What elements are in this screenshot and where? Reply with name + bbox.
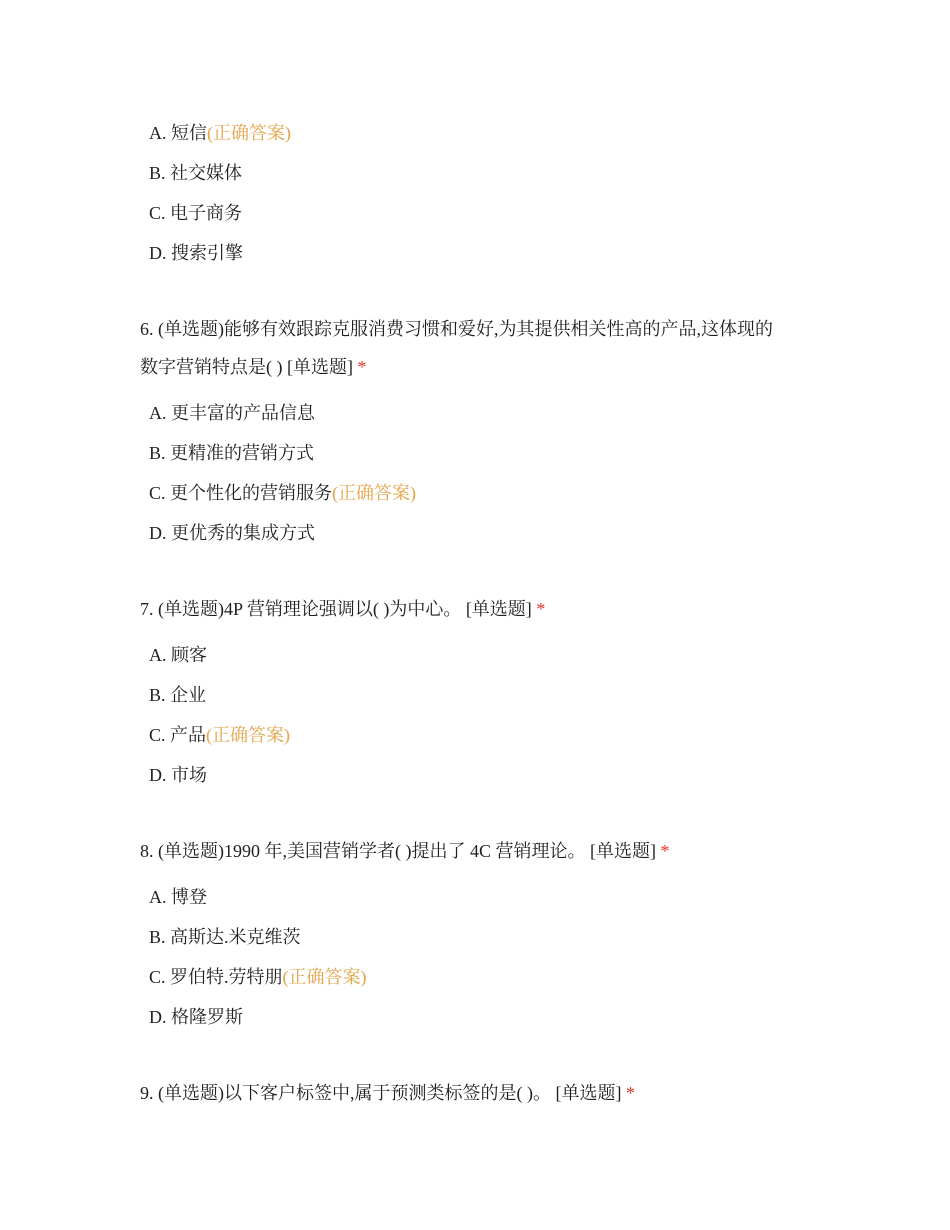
option-text: C. 电子商务: [149, 203, 243, 223]
option-text: D. 市场: [149, 765, 207, 785]
option-text: B. 高斯达.米克维茨: [149, 927, 301, 947]
q6-title-line2: 数字营销特点是( ) [单选题] *: [140, 357, 367, 377]
required-mark: *: [536, 599, 546, 619]
option-text: D. 格隆罗斯: [149, 1007, 243, 1027]
option-text: A. 短信: [149, 123, 207, 143]
q8-option-c[interactable]: [149, 965, 367, 989]
q8-option-d[interactable]: [149, 1005, 243, 1029]
option-text: D. 搜索引擎: [149, 243, 243, 263]
correct-answer-tag: (正确答案): [282, 967, 367, 987]
option-text: B. 更精准的营销方式: [149, 443, 315, 463]
correct-answer-tag: (正确答案): [332, 483, 417, 503]
q9-title: 9. (单选题)以下客户标签中,属于预测类标签的是( )。 [单选题] *: [140, 1083, 635, 1103]
option-text: B. 社交媒体: [149, 163, 243, 183]
q5-option-d[interactable]: [149, 241, 243, 265]
q6-title-line1: 6. (单选题)能够有效跟踪克服消费习惯和爱好,为其提供相关性高的产品,这体现的: [140, 319, 773, 339]
q6-title: [140, 310, 810, 386]
q7-title: 7. (单选题)4P 营销理论强调以( )为中心。 [单选题] *: [140, 599, 546, 619]
option-text: A. 更丰富的产品信息: [149, 403, 315, 423]
option-text: C. 罗伯特.劳特朋: [149, 967, 283, 987]
q7-option-c[interactable]: [149, 723, 290, 747]
required-mark: *: [357, 357, 367, 377]
q5-option-b[interactable]: [149, 161, 242, 185]
q7-option-b[interactable]: [149, 683, 206, 707]
q6-option-c[interactable]: [149, 481, 416, 505]
required-mark: *: [625, 1083, 635, 1103]
q5-option-c[interactable]: [149, 201, 242, 225]
option-text: C. 更个性化的营销服务: [149, 483, 333, 503]
q8-option-b[interactable]: [149, 925, 301, 949]
required-mark: *: [660, 841, 670, 861]
q7-option-d[interactable]: [149, 763, 207, 787]
option-text: A. 博登: [149, 887, 207, 907]
q6-option-b[interactable]: [149, 441, 314, 465]
option-text: A. 顾客: [149, 645, 207, 665]
q6-option-d[interactable]: [149, 521, 315, 545]
q5-option-a[interactable]: [149, 121, 291, 145]
correct-answer-tag: (正确答案): [206, 725, 291, 745]
option-text: D. 更优秀的集成方式: [149, 523, 315, 543]
option-text: C. 产品: [149, 725, 207, 745]
q6-option-a[interactable]: [149, 401, 315, 425]
option-text: B. 企业: [149, 685, 207, 705]
q8-title: 8. (单选题)1990 年,美国营销学者( )提出了 4C 营销理论。 [单选题] *: [140, 841, 670, 861]
q8-option-a[interactable]: [149, 885, 207, 909]
q7-option-a[interactable]: [149, 643, 207, 667]
correct-answer-tag: (正确答案): [207, 123, 291, 143]
